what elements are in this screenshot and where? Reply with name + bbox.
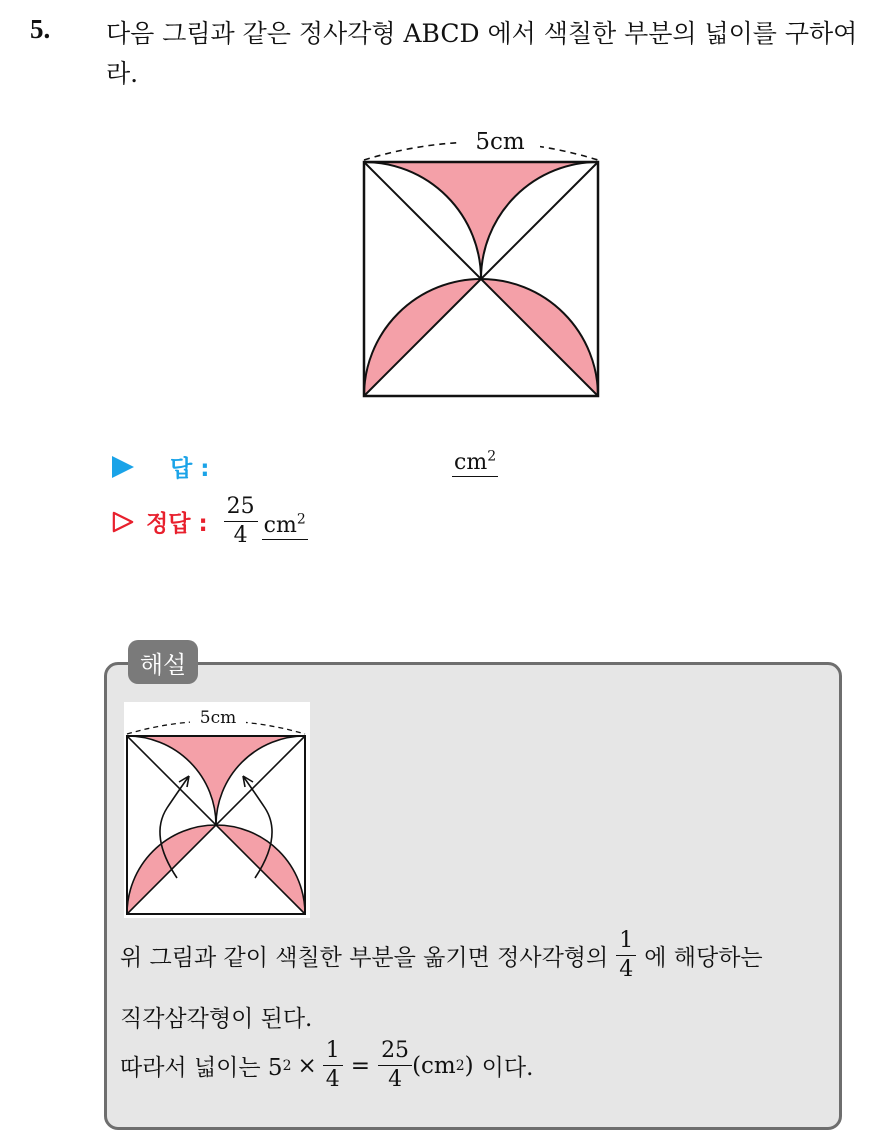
correct-unit-base: cm	[263, 513, 297, 538]
answer-label: 답 :	[170, 456, 210, 482]
explanation-tag: 해설	[128, 640, 198, 684]
line-3-unit-close: )	[464, 1052, 474, 1079]
answer-unit-exp: 2	[487, 448, 497, 465]
answer-row	[112, 450, 209, 483]
line-3-frac-denominator: 4	[325, 1067, 340, 1092]
line-3-result-denominator: 4	[388, 1067, 403, 1092]
explanation-figure	[124, 702, 310, 922]
explanation-line-1	[120, 930, 763, 981]
line-1-frac-denominator: 4	[619, 957, 634, 982]
explanation-figure-label: 5cm	[199, 708, 237, 728]
line-3-prefix: 따라서 넓이는 5	[120, 1055, 283, 1081]
explanation-line-3: 따라서 넓이는 5 2 × $\frac{1}{4}$ = $\frac{25}{4}$ (cm 2 ) 이다.	[120, 1038, 534, 1092]
correct-answer-denominator: 4	[233, 523, 248, 548]
explanation-line-1-fraction	[616, 930, 636, 981]
explanation-line-2: 직각삼각형이 된다.	[120, 1006, 313, 1032]
figure-side-label: 5cm	[475, 129, 525, 155]
figure-square-abcd	[340, 118, 620, 412]
answer-unit-base: cm	[454, 450, 488, 475]
line-3-fraction	[323, 1040, 343, 1091]
line-1-frac-numerator: 1	[616, 930, 636, 956]
correct-unit-exp: 2	[296, 511, 306, 528]
explanation-line-1-tail: 에 해당하는	[644, 945, 763, 971]
correct-answer-label: 정답 :	[146, 511, 208, 537]
line-3-result-numerator: 25	[378, 1040, 412, 1066]
outline-triangle-marker-icon	[112, 511, 134, 533]
line-3-suffix: 이다.	[481, 1055, 534, 1081]
line-3-equals: =	[350, 1052, 371, 1079]
question-text: 다음 그림과 같은 정사각형 ABCD 에서 색칠한 부분의 넓이를 구하여라.	[106, 19, 858, 88]
filled-triangle-marker-icon	[112, 456, 134, 478]
correct-answer-numerator: 25	[224, 496, 258, 522]
explanation-line-1-text: 위 그림과 같이 색칠한 부분을 옮기면 정사각형의	[120, 945, 609, 971]
correct-answer-row	[112, 496, 308, 547]
question-number: 5.	[30, 14, 51, 44]
line-3-times: ×	[297, 1052, 317, 1079]
answer-unit	[452, 450, 498, 475]
correct-answer-fraction	[224, 496, 258, 547]
line-3-result-fraction	[378, 1040, 412, 1091]
line-3-unit-open: (cm	[412, 1052, 456, 1079]
line-3-frac-numerator: 1	[323, 1040, 343, 1066]
